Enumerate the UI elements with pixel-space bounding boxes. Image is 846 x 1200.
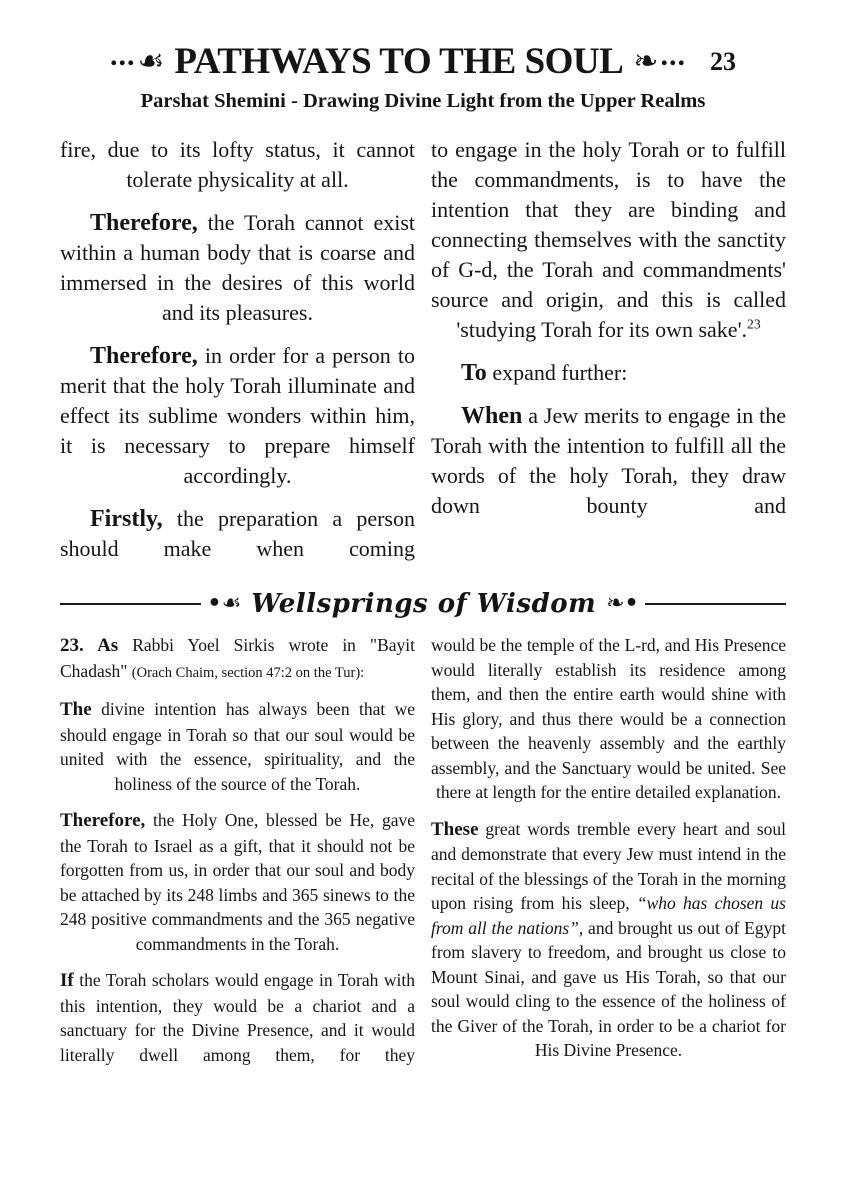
footnote-paragraph — [60, 968, 415, 1067]
paragraph-lead: Therefore, — [90, 210, 198, 236]
paragraph — [60, 504, 415, 564]
divider-floral-right-icon: ❧ — [606, 591, 625, 616]
footnote-quote: “who has chosen us from all the nations” — [431, 893, 786, 938]
paragraph — [431, 358, 786, 388]
footnotes-section — [60, 633, 786, 1079]
floral-heart-left-icon: ☙ — [137, 43, 165, 79]
footnote-text: great words tremble every heart and soul and demonstrate that every Jew must intend in the recital of the blessings of the Torah in the morning upon rising from his sleep, — [431, 818, 786, 913]
divider-rule-right — [645, 603, 786, 605]
divider-ornament-right-icon — [606, 593, 639, 615]
floral-heart-right-icon: ❧ — [633, 43, 659, 79]
paragraph — [60, 135, 415, 195]
footnote-paragraph — [60, 697, 415, 796]
paragraph-lead: Therefore, — [90, 343, 198, 369]
paragraph-lead: To — [461, 360, 487, 386]
footnote-source: (Orach Chaim, section 47:2 on the Tur): — [131, 664, 365, 681]
footnote-lead: 23. As — [60, 635, 119, 656]
page-number: 23 — [709, 46, 736, 76]
paragraph-text: the Torah cannot exist within a human body that is coarse and immersed in the desires of this world and its pleasures. — [60, 210, 415, 325]
footnote-text: the Holy One, blessed be He, gave the Torah to Israel as a gift, that it should not be forgotten from us, in order that our soul and body be attached by its 248 limbs and 365 sinews to the 248 positive commandments and the 365 negative commandments in the Torah. — [60, 810, 415, 954]
divider-ornament-left-icon — [207, 593, 241, 615]
paragraph — [431, 401, 786, 521]
page-header — [60, 40, 786, 113]
paragraph — [60, 208, 415, 328]
footnote-paragraph — [60, 633, 415, 685]
footnotes-left-column — [60, 633, 415, 1079]
footnote-lead: These — [431, 818, 479, 840]
paragraph-text: the preparation a person should make when coming — [60, 506, 415, 561]
floral-ornament-left-icon — [110, 38, 165, 79]
paragraph-text: expand further: — [486, 360, 628, 385]
main-right-column — [431, 135, 786, 577]
main-text — [60, 135, 786, 577]
ornament-dots: ... — [110, 38, 136, 72]
divider-dot: • — [624, 591, 639, 616]
footnote-text: divine intention has always been that we should engage in Torah so that our soul would be united with the essence, spirituality, and the holiness of the source of the Torah. — [60, 699, 415, 794]
divider-title: Wellsprings of Wisdom — [251, 589, 597, 619]
page-title: PATHWAYS TO THE SOUL — [174, 41, 624, 82]
paragraph-text: a Jew merits to engage in the Torah with the intention to fulfill all the words of the holy Torah, they draw down bounty and — [431, 403, 786, 518]
main-left-column — [60, 135, 415, 577]
footnote-paragraph — [431, 817, 786, 1063]
ornament-dots: ... — [660, 38, 686, 72]
divider-rule-left — [60, 603, 201, 605]
footnote-paragraph — [431, 633, 786, 805]
paragraph — [60, 341, 415, 491]
paragraph-text: to engage in the holy Torah or to fulfill the commandments, is to have the intention that they are binding and connecting themselves with the sanctity of G-d, the Torah and commandments' source and origin, and this is called 'studying Torah for its own sake'. — [431, 137, 786, 342]
page-subtitle: Parshat Shemini - Drawing Divine Light from the Upper Realms — [140, 90, 706, 112]
footnote-paragraph — [60, 808, 415, 956]
footnote-lead: The — [60, 699, 92, 720]
paragraph-lead: Firstly, — [90, 506, 163, 532]
footnote-text: Rabbi Yoel Sirkis wrote in "Bayit Chadash" — [60, 635, 415, 681]
paragraph-lead: When — [461, 403, 523, 429]
footnote-ref: 23 — [747, 316, 761, 332]
divider-dot: • — [207, 591, 222, 616]
footnote-lead: If — [60, 970, 74, 991]
paragraph — [431, 135, 786, 345]
footnote-lead: Therefore, — [60, 810, 146, 831]
divider-floral-left-icon: ☙ — [221, 591, 242, 616]
paragraph-text: fire, due to its lofty status, it cannot tolerate physicality at all. — [60, 137, 415, 192]
footnotes-right-column — [431, 633, 786, 1079]
wellsprings-divider — [60, 589, 786, 619]
footnote-text: , and brought us out of Egypt from slavery to freedom, and brought us close to Mount Sinai, and gave us His Torah, so that our soul would cling to the essence of the holiness of the Giver of the Torah, in order to be a chariot for His Divine Presence. — [431, 917, 786, 1060]
title-row — [60, 40, 786, 83]
footnote-text: would be the temple of the L-rd, and His Presence would literally establish its residence among them, and then the entire earth would shine with His glory, and thus there would be a connection between the heavenly assembly and the earthly assembly, and the Sanctuary would be united. See there at length for the entire detailed explanation. — [431, 635, 786, 802]
footnote-text: the Torah scholars would engage in Torah with this intention, they would be a chariot and a sanctuary for the Divine Presence, and it would literally dwell among them, for they — [60, 970, 415, 1065]
floral-ornament-right-icon — [633, 38, 686, 79]
paragraph-text: in order for a person to merit that the holy Torah illuminate and effect its sublime wonders within him, it is necessary to prepare himself accordingly. — [60, 343, 415, 488]
